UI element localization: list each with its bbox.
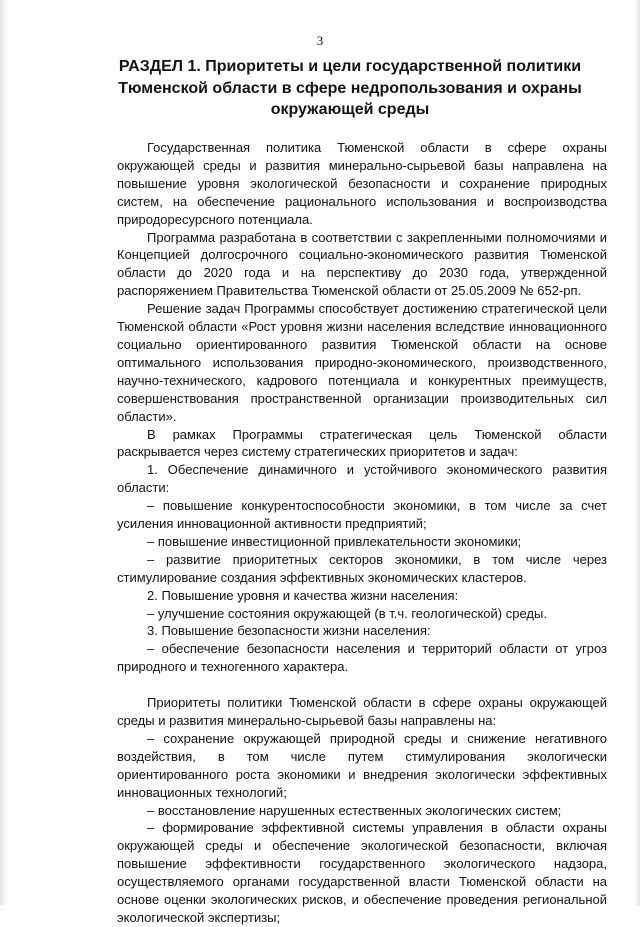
section-title-line: РАЗДЕЛ 1. Приоритеты и цели государственной политики — [118, 58, 582, 75]
list-item-task: – улучшение состояния окружающей (в т.ч. геологической) среды. — [147, 605, 547, 621]
list-item-task: – повышение конкурентоспособности экономики, в том числе за счет усиления инновационной активности предприятий; — [117, 498, 607, 532]
document-body — [117, 139, 607, 927]
paragraph-policy-priorities: Приоритеты политики Тюменской области в сфере охраны окружающей среды и развития минерально-сырьевой базы направлены на: — [117, 695, 607, 728]
section-title-line: Тюменской области в сфере недропользования и охраны — [118, 79, 582, 97]
paragraph-policy-goal: Государственная политика Тюменской области в сфере охраны окружающей среды и развития минерально-сырьевой базы направлена на повышение уровня экологической безопасности и сохранение природных систем, на обеспечение рационального использования и воспроизводства природоресурсного потенциала. — [117, 140, 607, 227]
paragraph-priorities-intro: В рамках Программы стратегическая цель Тюменской области раскрывается через систему стратегических приоритетов и задач: — [117, 426, 607, 460]
list-item-priority-1: 1. Обеспечение динамичного и устойчивого экономического развития области: — [117, 462, 607, 496]
list-item-priority: – формирование эффективной системы управления в области охраны окружающей среды и обеспечение экологической безопасности, включая повышение эффективности государственного экологического надзора, осуществляемого органами государственной власти Тюменской области на основе оценки экологических рисков, и обеспечение проведения региональной экологической экспертизы; — [117, 820, 607, 925]
paragraph-program-basis: Программа разработана в соответствии с закрепленными полномочиями и Концепцией долгосрочного социально-экономического развития Тюменской области до 2020 года и на перспективу до 2030 года, утвержденной распоряжением Правительства Тюменской области от 25.05.2009 № 652-рп. — [117, 229, 607, 299]
paragraph-strategic-goal: Решение задач Программы способствует достижению стратегической цели Тюменской области «Рост уровня жизни населения вследствие инновационного социально ориентированного развития Тюменской области на основе оптимального использования природно-экономического, производственного, научно-технического, кадрового потенциала и конкурентных преимуществ, совершенствования пространственной организации производительных сил области». — [117, 301, 607, 424]
page-number: 3 — [316, 33, 324, 48]
list-item-priority: – сохранение окружающей природной среды и снижение негативного воздействия, в том числе путем стимулирования экологически ориентированного роста экономики и внедрения экологически эффективных инновационных технологий; — [117, 730, 607, 800]
scan-left-edge — [0, 0, 6, 905]
list-item-task: – обеспечение безопасности населения и территорий области от угроз природного и техногенного характера. — [117, 641, 607, 675]
list-item-priority-3: 3. Повышение безопасности жизни населения: — [147, 623, 431, 639]
list-item-task: – повышение инвестиционной привлекательности экономики; — [147, 533, 522, 549]
list-item-priority: – восстановление нарушенных естественных экологических систем; — [147, 802, 562, 818]
section-title — [105, 56, 595, 121]
list-item-priority-2: 2. Повышение уровня и качества жизни населения: — [147, 587, 459, 603]
section-title-line: окружающей среды — [270, 101, 430, 118]
list-item-task: – развитие приоритетных секторов экономики, в том числе через стимулирование создания эффективных экономических кластеров. — [117, 551, 607, 585]
scan-right-edge — [634, 0, 640, 905]
